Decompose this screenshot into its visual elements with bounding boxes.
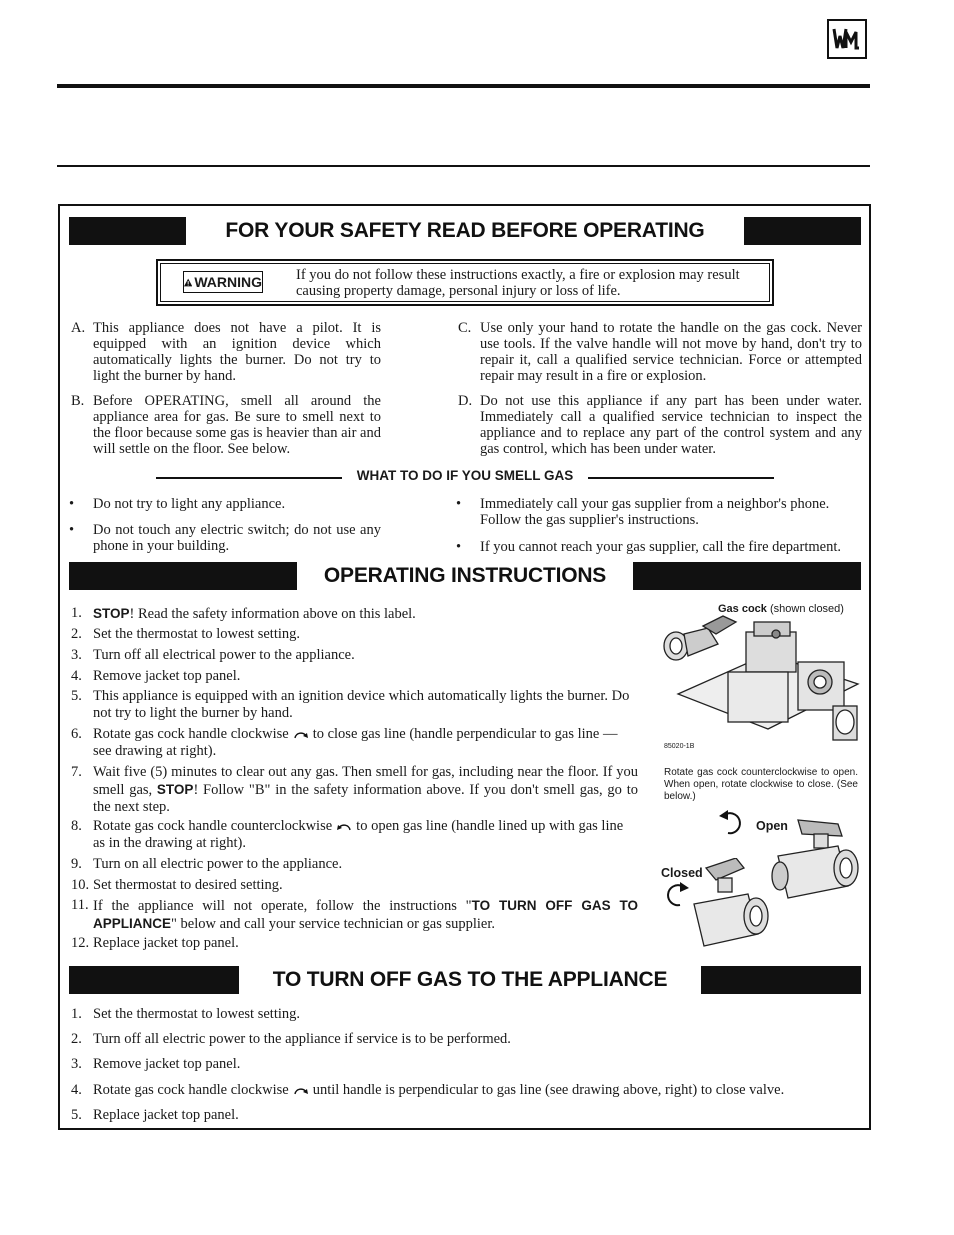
safety-item-a: A. This appliance does not have a pilot. It is equipped with an ignition device which automatically lights the burner. Do not try to light the burner by hand. [71,320,381,384]
op-step-2: 2. Set the thermostat to lowest setting. [71,626,301,642]
wm-logo [827,19,867,59]
smell-bullet: • If you cannot reach your gas supplier, call the fire department. [456,539,841,555]
off-step-4: 4. Rotate gas cock handle clockwise until handle is perpendicular to gas line (see drawing above, right) to close valve. [71,1082,785,1098]
clockwise-arrow-icon [293,730,309,740]
op-step-9: 9. Turn on all electric power to the appliance. [71,856,343,872]
safety-item-b: B. Before OPERATING, smell all around the appliance area for gas. Be sure to smell next to the floor because some gas is heavier than air and will settle on the floor. See below. [71,393,381,457]
safety-item-c: C. Use only your hand to rotate the handle on the gas cock. Never use tools. If the valve handle will not move by hand, don't try to repair it, call a qualified service technician. Force or attempted repair may result in a fire or explosion. [458,320,862,384]
section-rule [57,165,870,167]
op-step-1: 1. STOP! Read the safety information above on this label. [71,605,416,622]
op-step-6: 6. Rotate gas cock handle clockwise to close gas line (handle perpendicular to gas line — see drawing at right). [71,726,618,759]
off-step-3: 3. Remove jacket top panel. [71,1056,241,1072]
turn-off-title: TO TURN OFF GAS TO THE APPLIANCE [272,968,668,991]
smell-gas-title: WHAT TO DO IF YOU SMELL GAS [356,468,574,483]
operating-heading [69,562,861,590]
warning-text: If you do not follow these instructions exactly, a fire or explosion may result causing property damage, personal injury or loss of life. [296,267,740,299]
op-step-3: 3. Turn off all electrical power to the appliance. [71,647,355,663]
op-step-5: 5. This appliance is equipped with an ignition device which automatically lights the burner. Do not try to light the burner by hand. [71,688,630,721]
smell-rule-right [588,477,774,479]
warning-box [156,259,774,306]
warning-triangle-icon [184,276,192,289]
open-valve-illustration [768,816,864,904]
safety-title: FOR YOUR SAFETY READ BEFORE OPERATING [225,219,705,242]
safety-item-d: D. Do not use this appliance if any part has been under water. Immediately call a qualified service technician to inspect the appliance and to replace any part of the control system and any gas control, which has been under water. [458,393,862,457]
warning-badge: WARNING [183,271,263,293]
operating-title: OPERATING INSTRUCTIONS [323,564,607,587]
gas-cock-label: Gas cock (shown closed) [718,603,844,615]
off-step-1: 1. Set the thermostat to lowest setting. [71,1006,301,1022]
smell-rule-left [156,477,342,479]
counterclockwise-open-icon [716,810,750,836]
smell-bullet: • Do not try to light any appliance. [69,496,286,512]
op-step-7: 7. Wait five (5) minutes to clear out any gas. Then smell for gas, including near the floor. If you smell gas, STOP! Follow "B" in the safety information above. If you don't smell gas, go to the next step. [71,764,638,815]
open-label: Open [756,819,788,833]
smell-bullet: • Do not touch any electric switch; do not use any phone in your building. [69,522,381,554]
clockwise-arrow-icon [293,1086,309,1096]
op-step-12: 12. Replace jacket top panel. [71,935,239,951]
part-number: 85020-1B [664,743,695,750]
gas-valve-illustration [658,614,862,754]
op-step-4: 4. Remove jacket top panel. [71,668,241,684]
header-rule [57,84,870,88]
op-step-10: 10. Set thermostat to desired setting. [71,877,283,893]
off-step-2: 2. Turn off all electric power to the appliance if service is to be performed. [71,1031,511,1047]
op-step-11: 11. If the appliance will not operate, follow the instructions "TO TURN OFF GAS TO APPLIANCE" below and call your service technician or gas supplier. [71,897,638,932]
closed-valve-illustration [688,858,774,950]
safety-heading [69,217,861,245]
safety-label-panel [58,204,871,1130]
closed-label: Closed [661,866,703,880]
smell-bullet: • Immediately call your gas supplier from a neighbor's phone. Follow the gas supplier's instructions. [456,496,830,528]
counterclockwise-arrow-icon [336,822,352,832]
figure-caption: Rotate gas cock counterclockwise to open. When open, rotate clockwise to close. (See below.) [664,767,858,802]
off-step-5: 5. Replace jacket top panel. [71,1107,239,1123]
op-step-8: 8. Rotate gas cock handle counterclockwise to open gas line (handle lined up with gas line as in the drawing at right). [71,818,624,851]
turn-off-heading [69,966,861,994]
